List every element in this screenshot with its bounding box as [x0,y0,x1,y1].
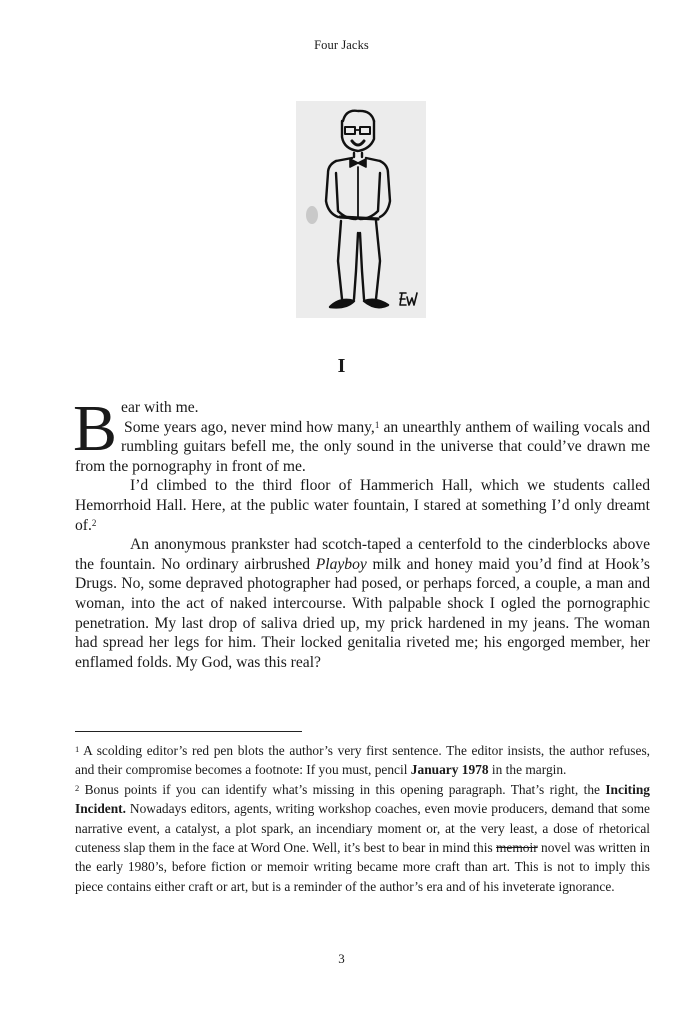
running-head-title: Four Jacks [314,38,369,52]
paragraph-3 [75,476,650,535]
footnote-1 [75,741,650,780]
man-sketch-icon [296,101,426,318]
footnote-2-text-c: novel was written in the early 1980’s, before fiction or memoir writing became more craft than art. This is not to imply this piece contains either craft or art, but is a reminder of the author’s era and of his inveterate ignorance. [75,840,651,894]
paragraph-4-text-b: milk and honey maid you’d find at Hook’s Drugs. No, some depraved photographer had posed, or perhaps forced, a couple, a man and woman, into the act of naked intercourse. With palpable shock I ogled the pornographic penetration. My last drop of saliva dried up, my prick hardened in my jeans. The woman had spread her legs for him. Their locked genitalia riveted me; his engorged member, her enflamed folds. My God, was this real? [75,555,651,671]
illustration-sketch [296,101,426,318]
italic-title-playboy: Playboy [315,555,367,573]
footnote-1-number: 1 [75,744,80,754]
paragraph-2 [75,418,650,477]
footnote-ref-1[interactable]: 1 [374,419,380,430]
body-text [73,392,651,672]
paragraph-4-text-a: An anonymous prankster had scotch-taped a centerfold to the cinderblocks above the fountain. No ordinary airbrushed [75,536,650,573]
footnote-ref-2[interactable]: 2 [91,517,97,528]
paragraph-4 [75,535,650,672]
footnote-2-strikethrough: memoir [496,840,538,856]
paragraph-2-text-b: an unearthly anthem of wailing vocals and rumbling guitars befell me, the only sound in the universe that could’ve drawn me from the pornography in front of me. [75,418,650,475]
paragraph-2-text-a: Some years ago, never mind how many, [124,418,375,436]
paragraph-1-text: ear with me. [121,399,199,416]
footnotes [75,741,650,896]
paragraph-3-text: I’d climbed to the third floor of Hammerich Hall, which we students called Hemorrhoid Hall. Here, at the public water fountain, I stared at something I’d only dreamt of. [75,477,650,534]
footnote-2 [75,780,650,896]
drop-cap: B [73,392,118,465]
footnote-divider [75,731,302,732]
footnote-1-text-b: in the margin. [488,762,567,778]
footnote-2-text-b: Nowadays editors, agents, writing workshop coaches, even movie producers, demand that some narrative event, a catalyst, a plot spark, an incendiary moment or, at the very least, a dose of rhetorical cuteness slap them in the face at Word One. Well, it’s best to bear in mind this [75,801,650,856]
page-number: 3 [338,951,345,966]
footnote-2-text-a: Bonus points if you can identify what’s missing in this opening paragraph. That’s right, the [79,781,606,797]
chapter-number: I [337,355,346,377]
footnote-1-text-a: A scolding editor’s red pen blots the author’s very first sentence. The editor insists, the author refuses, and their compromise becomes a footnote: If you must, pencil [75,743,650,778]
footnote-2-bold-term: Inciting Incident. [75,781,650,817]
footnote-1-bold-date: January 1978 [410,762,489,778]
footnote-2-number: 2 [75,782,80,793]
